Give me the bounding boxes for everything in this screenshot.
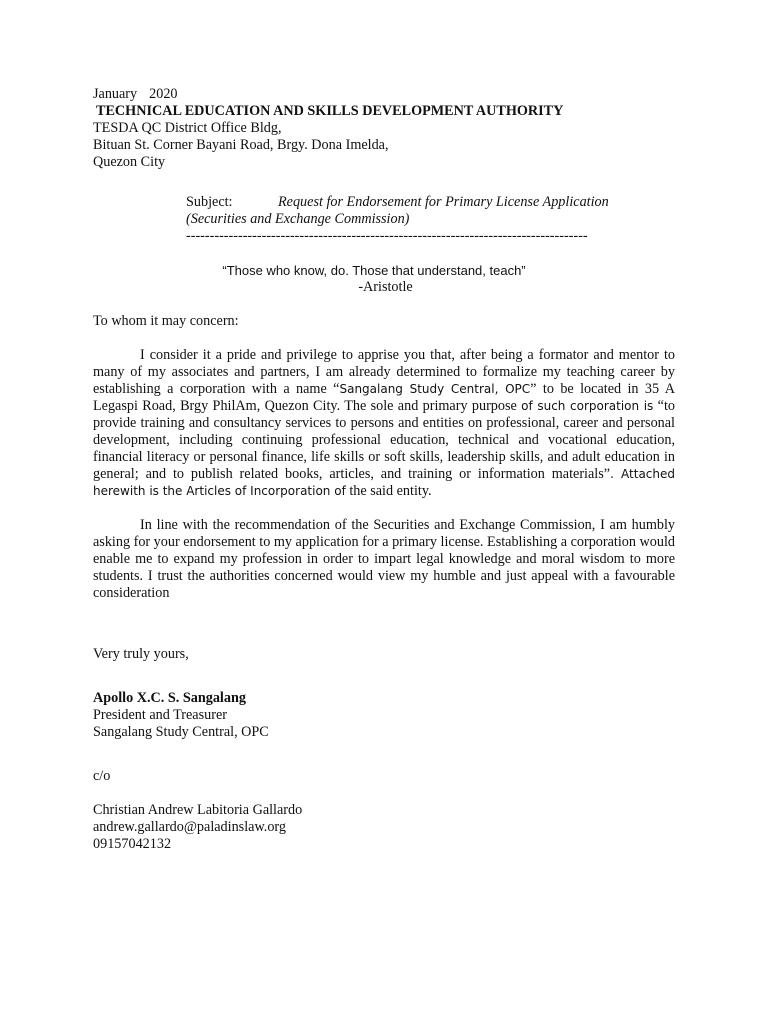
quote-text: “Those who know, do. Those that understand, teach” xyxy=(222,263,526,278)
subject-label: Subject: xyxy=(186,194,233,210)
subject-line-2: (Securities and Exchange Commission) xyxy=(186,211,410,227)
contact-block xyxy=(93,802,675,853)
body-paragraph-1 xyxy=(93,347,675,500)
signatory-company: Sangalang Study Central, OPC xyxy=(93,724,269,740)
subject-line-1: Request for Endorsement for Primary License Application xyxy=(278,194,609,210)
letter-date xyxy=(93,86,675,103)
paragraph-1-text-c: of such corporation is xyxy=(521,399,654,413)
quote-block xyxy=(93,262,675,296)
letter-page xyxy=(93,86,675,853)
signatory-name: Apollo X.C. S. Sangalang xyxy=(93,690,246,706)
body-paragraph-2: In line with the recommendation of the Securities and Exchange Commission, I am humbly asking for your endorsement to my application for a primary license. Establishing a corporation would enable me to expand my profession in order to impart legal knowledge and moral wisdom to more students. I trust the authorities concerned would view my humble and just appeal with a favourable consideration xyxy=(93,517,675,601)
contact-email: andrew.gallardo@paladinslaw.org xyxy=(93,819,286,835)
date-year: 2020 xyxy=(149,86,178,102)
contact-phone: 09157042132 xyxy=(93,836,172,852)
closing: Very truly yours, xyxy=(93,646,189,662)
company-name-inline: Sangalang Study Central, OPC xyxy=(339,382,531,396)
paragraph-1-text-d: “to provide training and consultancy services to persons and entities on professional, career and personal development, including continuing professional education, technical and vocational education, financial literacy or personal finance, life skills or soft skills, leadership skills, and adult education in general; and to publish related books, articles, and training or information materials” xyxy=(93,398,675,482)
paragraph-1-text-f: the said entity. xyxy=(345,483,432,499)
salutation: To whom it may concern: xyxy=(93,313,239,329)
recipient-address-line-1: TESDA QC District Office Bldg, xyxy=(93,120,282,136)
paragraph-1-text-a: I consider it a pride and privilege to apprise you that, after being a formator and mentor to many of my associates and partners, I am already determined to formalize my teaching career by establishing a corporation with a name “ xyxy=(93,347,675,397)
recipient-address-line-3: Quezon City xyxy=(93,154,166,170)
contact-name: Christian Andrew Labitoria Gallardo xyxy=(93,802,303,818)
recipient-name: TECHNICAL EDUCATION AND SKILLS DEVELOPMENT AUTHORITY xyxy=(96,103,564,119)
date-month: January xyxy=(93,86,138,102)
paragraph-1-text-b: ” to be located in 35 A Legaspi Road, Brgy PhilAm, Quezon City. The sole and primary purpose xyxy=(93,381,675,414)
paragraph-1-text-e: . Attached herewith is the Articles of Incorporation of xyxy=(93,467,676,498)
signatory-title: President and Treasurer xyxy=(93,707,227,723)
recipient-address-line-2: Bituan St. Corner Bayani Road, Brgy. Dona Imelda, xyxy=(93,137,389,153)
subject-divider: ------------------------------------------------------------------------------------- xyxy=(186,228,588,244)
quote-author: -Aristotle xyxy=(358,279,413,295)
subject-block xyxy=(186,194,675,245)
signature-block xyxy=(93,690,675,741)
care-of: c/o xyxy=(93,768,111,784)
